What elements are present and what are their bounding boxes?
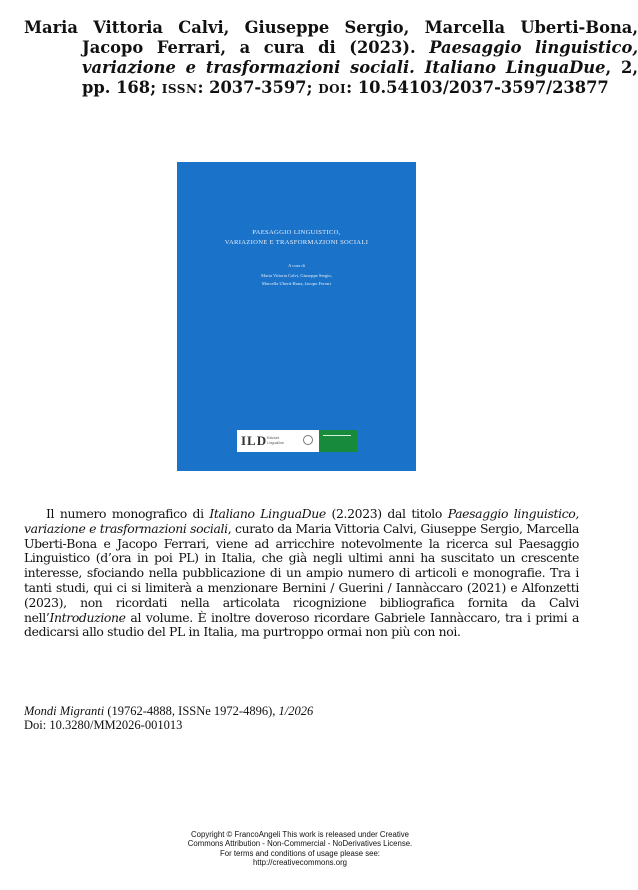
header-authors: Maria Vittoria Calvi, Giuseppe Sergio, Marcella Uberti-Bona, Jacopo Ferrari, a cura di (2023). xyxy=(24,18,638,57)
publisher-logo-strip xyxy=(237,430,357,452)
journal-name: Italiano LinguaDue xyxy=(209,506,326,521)
cover-editors-line1: Maria Vittoria Calvi, Giuseppe Sergio, xyxy=(260,273,332,278)
cover-title xyxy=(177,228,416,248)
publisher-logo: ILD xyxy=(241,433,268,448)
cover-a-cura-di: A cura di xyxy=(288,263,305,268)
citation-line xyxy=(24,704,313,718)
header-doi: : 10.54103/2037-3597/23877 xyxy=(346,78,609,97)
header-title: Paesaggio linguistico, variazione e trasformazioni sociali. Italiano LinguaDue xyxy=(82,38,638,77)
citation-doi: Doi: 10.3280/MM2026-001013 xyxy=(24,718,183,732)
journal-citation xyxy=(24,704,313,732)
para-text-3: , curato da Maria Vittoria Calvi, Giuseppe Sergio, Marcella Uberti-Bona e Jacopo Ferrari, viene ad arricchire notevolmente la ricerca sul Paesaggio Linguistico (d’ora in poi PL) in Italia, che già negli ultimi anni ha suscitato un crescente interesse, sfociando nella pubblicazione di un ampio numero di articoli e monografie. Tra i tanti studi, qui ci si limiterà a menzionare Bernini / Guerini / Iannàccaro (2021) e Alfonzetti (2023), non ricordati nella articolata ricognizione bibliografica fornita da Calvi nell’ xyxy=(24,520,579,625)
header-issn-label: ISSN xyxy=(161,82,198,96)
review-paragraph xyxy=(24,507,579,640)
book-cover-image xyxy=(177,162,416,471)
cover-editors-line2: Marcella Uberti-Bona, Jacopo Ferrari xyxy=(261,281,332,286)
publisher-name-line2: LinguaDue xyxy=(267,440,284,445)
para-text-2: (2.2023) dal titolo xyxy=(325,506,448,521)
citation-issue: 1/2026 xyxy=(278,704,314,718)
book-title: Paesaggio linguistico, variazione e trasformazioni sociali xyxy=(24,506,579,536)
citation-journal: Mondi Migranti xyxy=(24,704,105,718)
footer-link[interactable]: http://creativecommons.org xyxy=(252,857,348,867)
header-details: , 2, pp. 168; xyxy=(82,58,638,97)
footer-line1: Copyright © FrancoAngeli This work is released under Creative xyxy=(191,830,409,839)
green-label-block xyxy=(319,430,357,452)
citation-issn: (19762-4888, ISSNe 1972-4896), xyxy=(104,704,279,718)
footer-line3: For terms and conditions of usage please see: xyxy=(220,848,380,858)
publisher-name-line1: Edizioni xyxy=(267,436,280,440)
copyright-footer xyxy=(0,830,600,867)
header-doi-label: DOI xyxy=(318,82,347,96)
footer-line2: Commons Attribution - Non-Commercial - NoDerivatives License. xyxy=(187,839,413,849)
header-issn: : 2037-3597; xyxy=(197,78,313,97)
cover-editors xyxy=(177,272,416,288)
introduzione-ref: Introduzione xyxy=(49,609,126,625)
para-text-1: Il numero monografico di xyxy=(46,506,210,521)
cover-title-line1: PAESAGGIO LINGUISTICO, xyxy=(252,229,341,236)
university-seal-icon xyxy=(303,435,313,445)
review-header xyxy=(24,18,638,99)
publisher-name xyxy=(267,436,284,445)
para-text-4: al volume. È inoltre doveroso ricordare Gabriele Iannàccaro, tra i primi a dedicarsi allo studio del PL in Italia, ma purtroppo ormai non più con noi. xyxy=(24,609,579,640)
cover-title-line2: VARIAZIONE E TRASFORMAZIONI SOCIALI xyxy=(224,239,369,246)
